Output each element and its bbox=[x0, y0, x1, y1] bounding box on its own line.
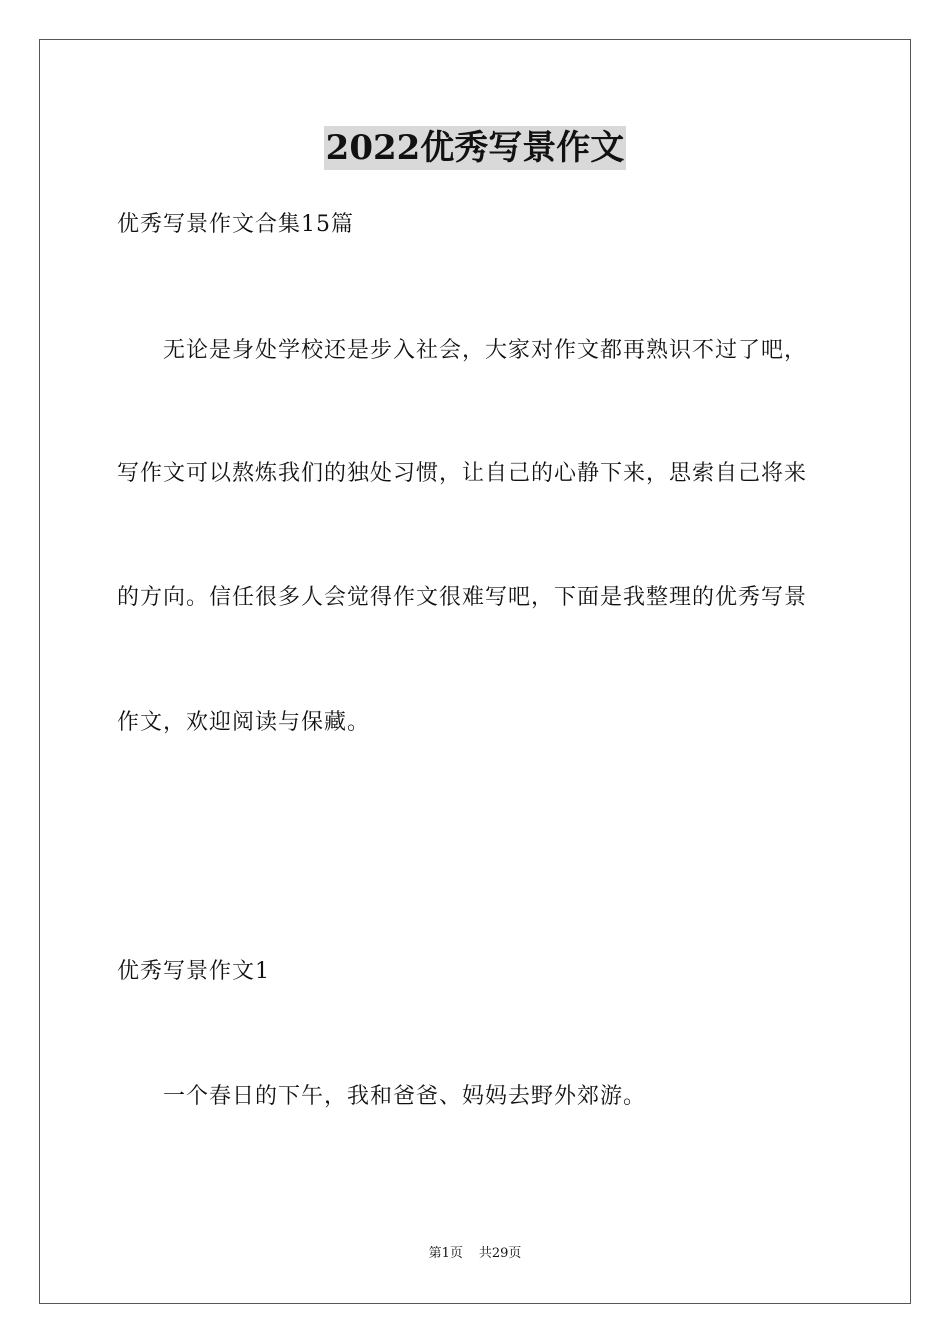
page-footer bbox=[0, 1245, 950, 1263]
footer-total-pages: 共29页 bbox=[478, 1246, 522, 1261]
intro-line-2: 写作文可以熬炼我们的独处习惯，让自己的心静下来，思索自己将来 bbox=[117, 461, 808, 486]
document-subtitle: 优秀写景作文合集15篇 bbox=[117, 212, 354, 237]
intro-line-4: 作文，欢迎阅读与保藏。 bbox=[117, 710, 371, 735]
section-heading: 优秀写景作文1 bbox=[117, 959, 270, 984]
intro-line-1: 无论是身处学校还是步入社会，大家对作文都再熟识不过了吧， bbox=[163, 338, 808, 363]
section-first-line: 一个春日的下午，我和爸爸、妈妈去野外郊游。 bbox=[163, 1084, 647, 1109]
intro-line-3: 的方向。信任很多人会觉得作文很难写吧，下面是我整理的优秀写景 bbox=[117, 585, 808, 610]
title-wrap bbox=[0, 126, 950, 170]
footer-page-number: 第1页 bbox=[428, 1246, 463, 1261]
document-title: 2022优秀写景作文 bbox=[325, 128, 625, 168]
